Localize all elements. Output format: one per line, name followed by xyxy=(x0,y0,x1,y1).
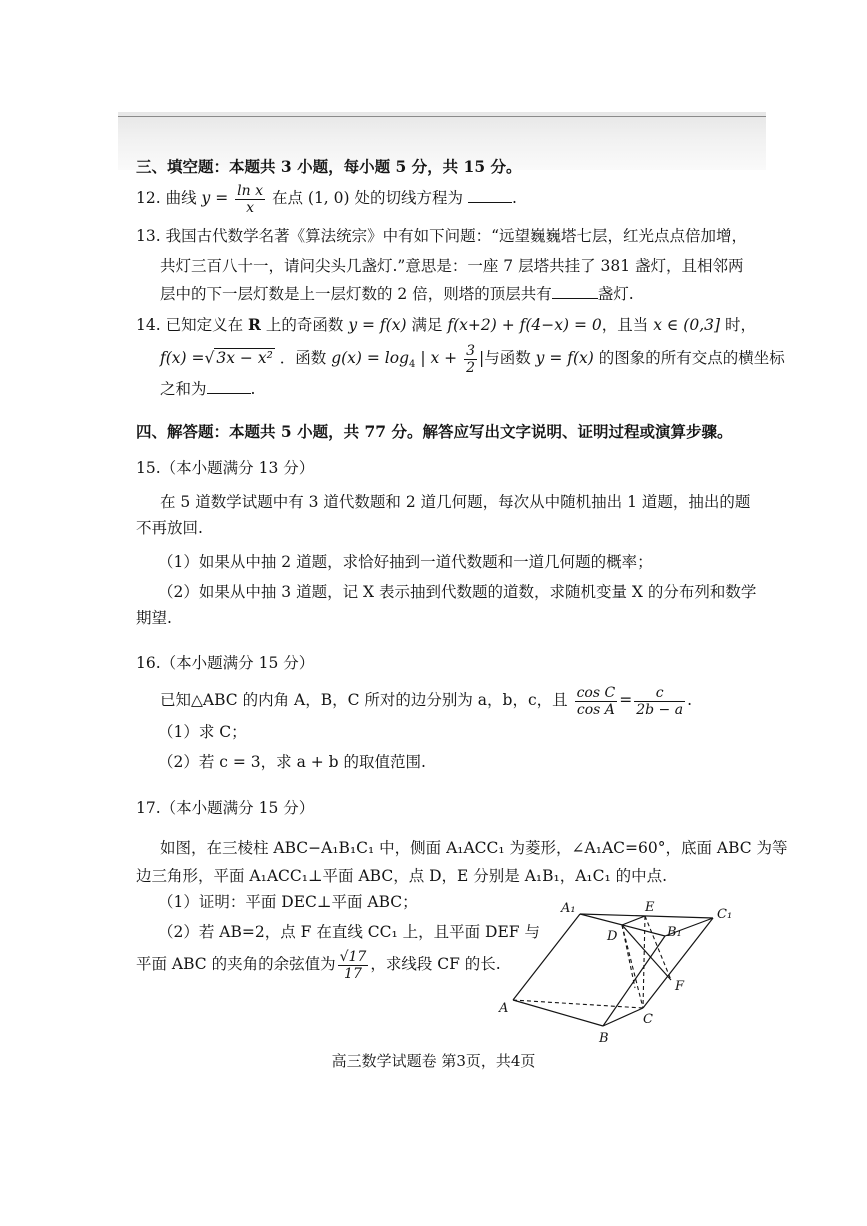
q16-fraction-2 xyxy=(634,685,685,718)
page-footer: 高三数学试题卷 第3页，共4页 xyxy=(331,1052,536,1070)
segment-DE xyxy=(622,916,645,925)
q16-equals: = xyxy=(619,691,633,709)
question-13-line-1 xyxy=(136,226,747,246)
q16-frac2-den: 2b − a xyxy=(636,701,684,718)
q12-post: 处的切线方程为 xyxy=(354,189,464,207)
q16-subquestion-2: （2）若 c = 3，求 a + b 的取值范围. xyxy=(158,753,426,771)
q16-heading: 16.（本小题满分 15 分） xyxy=(136,654,315,672)
q13-line-2: 共灯三百八十一，请问尖头几盏灯.”意思是：一座 7 层塔共挂了 381 盏灯，且相邻两 xyxy=(160,257,744,275)
q14-l1-mid3: ，且当 xyxy=(601,316,649,334)
q16-pre: 已知△ABC 的内角 A，B，C 所对的边分别为 a，b，c，且 xyxy=(160,691,568,709)
q12-mid: 在点 xyxy=(271,189,303,207)
q14-l2-mid: ．函数 xyxy=(279,349,327,367)
q16-fraction-1 xyxy=(575,685,618,718)
q14-number: 14. xyxy=(136,316,161,334)
q13-line1: 我国古代数学名著《算法统宗》中有如下问题：“远望巍巍塔七层，红光点点倍加增， xyxy=(165,227,748,245)
q12-frac-num: ln x xyxy=(237,182,263,199)
q16-statement xyxy=(160,682,692,718)
q16-frac1-num: cos C xyxy=(576,684,616,701)
q13-number: 13. xyxy=(136,227,161,245)
q14-l1-pre: 已知定义在 xyxy=(165,316,244,334)
q14-frac-num: 3 xyxy=(466,342,475,359)
q13-answer-blank xyxy=(552,284,598,299)
q14-abs-post: | xyxy=(478,349,485,367)
label-E: E xyxy=(645,900,655,915)
q14-l3-post: . xyxy=(250,380,256,398)
q14-f-def: f(x) = xyxy=(160,349,205,367)
label-C: C xyxy=(643,1012,653,1027)
q17-s2b-pre: 平面 ABC 的夹角的余弦值为 xyxy=(136,955,336,973)
q15-paragraph-2: 不再放回. xyxy=(136,519,203,537)
q12-y: y = xyxy=(201,189,229,207)
segment-D-down-hidden xyxy=(622,925,635,988)
q17-subquestion-1: （1）证明：平面 DEC⊥平面 ABC； xyxy=(158,893,418,911)
q17-frac-den: 17 xyxy=(344,965,362,982)
top-rule xyxy=(118,116,766,117)
q17-fraction xyxy=(338,949,369,982)
q14-g: g(x) = log xyxy=(331,349,409,367)
q14-domain: x ∈ (0,3] xyxy=(653,316,721,334)
q14-l1-mid: 上的奇函数 xyxy=(265,316,344,334)
q12-fraction xyxy=(235,183,265,216)
q12-point: (1, 0) xyxy=(307,189,350,207)
q14-l1-end: 时， xyxy=(725,316,757,334)
question-13-line-3 xyxy=(160,284,634,304)
q14-func: y = f(x) xyxy=(348,316,407,334)
label-B1: B₁ xyxy=(667,925,682,940)
q15-subquestion-2: （2）如果从中抽 3 道题，记 X 表示抽到代数题的道数，求随机变量 X 的分布列和数学 xyxy=(158,583,757,601)
q16-end: . xyxy=(687,691,693,709)
q15-paragraph-1: 在 5 道数学试题中有 3 道代数题和 2 道几何题，每次从中随机抽出 1 道题，抽出的题 xyxy=(160,493,751,511)
q12-answer-blank xyxy=(468,188,512,203)
q12-frac-den: x xyxy=(246,199,255,216)
q14-abs-pre: | x + xyxy=(420,349,458,367)
label-A: A xyxy=(499,1001,509,1016)
q14-l1-mid2: 满足 xyxy=(411,316,443,334)
edge-A1A xyxy=(513,914,580,1000)
q15-heading: 15.（本小题满分 13 分） xyxy=(136,459,315,477)
q14-l2-post: 与函数 xyxy=(484,349,531,367)
label-F: F xyxy=(675,979,685,994)
q12-pre: 曲线 xyxy=(165,189,197,207)
q17-paragraph-1: 如图，在三棱柱 ABC−A₁B₁C₁ 中，侧面 A₁ACC₁ 为菱形，∠A₁AC=60°，底面 ABC 为等 xyxy=(160,839,788,857)
q13-line3-pre: 层中的下一层灯数是上一层灯数的 2 倍，则塔的顶层共有 xyxy=(160,285,552,303)
q17-subquestion-2a: （2）若 AB=2，点 F 在直线 CC₁ 上，且平面 DEF 与 xyxy=(158,923,540,941)
q12-number: 12. xyxy=(136,189,161,207)
label-C1: C₁ xyxy=(717,907,733,922)
q12-end: . xyxy=(511,189,517,207)
q14-fraction xyxy=(464,343,477,376)
edge-AC-hidden xyxy=(513,1000,643,1008)
q14-l2-tail: 的图象的所有交点的横坐标 xyxy=(598,349,785,367)
label-B: B xyxy=(599,1031,609,1046)
q15-subquestion-2-cont: 期望. xyxy=(136,609,172,627)
q17-heading: 17.（本小题满分 15 分） xyxy=(136,799,315,817)
q14-answer-blank xyxy=(207,379,251,394)
q15-subquestion-1: （1）如果从中抽 2 道题，求恰好抽到一道代数题和一道几何题的概率； xyxy=(158,553,653,571)
q14-real-set: R xyxy=(248,315,261,334)
prism-figure xyxy=(495,900,745,1050)
section-solve-title: 四、解答题：本题共 5 小题，共 77 分。解答应写出文字说明、证明过程或演算步骤。 xyxy=(136,422,733,441)
question-14-line-2: f(x) =√ 3x − x² ．函数 $g(x) = \log_4$ | x + $\frac{3}{2}$ |与函数 y = f(x) 的图象的所有交点的横坐标 xyxy=(160,342,785,376)
q17-frac-num: √17 xyxy=(339,948,367,965)
q16-frac1-den: cos A xyxy=(576,701,615,718)
q14-sqrt: 3x − x² xyxy=(216,349,273,367)
q14-frac-den: 2 xyxy=(466,359,475,376)
q17-paragraph-2: 边三角形，平面 A₁ACC₁⊥平面 ABC，点 D，E 分别是 A₁B₁，A₁C₁ 的中点. xyxy=(136,867,668,885)
edge-AB xyxy=(513,1000,603,1026)
q14-l3-pre: 之和为 xyxy=(160,380,207,398)
label-A1: A₁ xyxy=(561,901,576,916)
q14-log-base: 4 xyxy=(409,359,416,371)
label-D: D xyxy=(607,929,618,944)
section-fill-title: 三、填空题：本题共 3 小题，每小题 5 分，共 15 分。 xyxy=(136,157,522,176)
question-14-line-1 xyxy=(136,315,756,335)
q13-line3-post: 盏灯. xyxy=(597,285,634,303)
q14-equation: f(x+2) + f(4−x) = 0 xyxy=(447,316,602,334)
q16-subquestion-1: （1）求 C； xyxy=(158,723,247,741)
question-12 xyxy=(136,180,517,216)
q16-frac2-num: c xyxy=(634,685,685,702)
q14-yf: y = f(x) xyxy=(535,349,594,367)
question-14-line-3 xyxy=(160,379,255,399)
q17-subquestion-2b xyxy=(136,946,501,982)
q17-s2b-post: ，求线段 CF 的长. xyxy=(370,955,501,973)
